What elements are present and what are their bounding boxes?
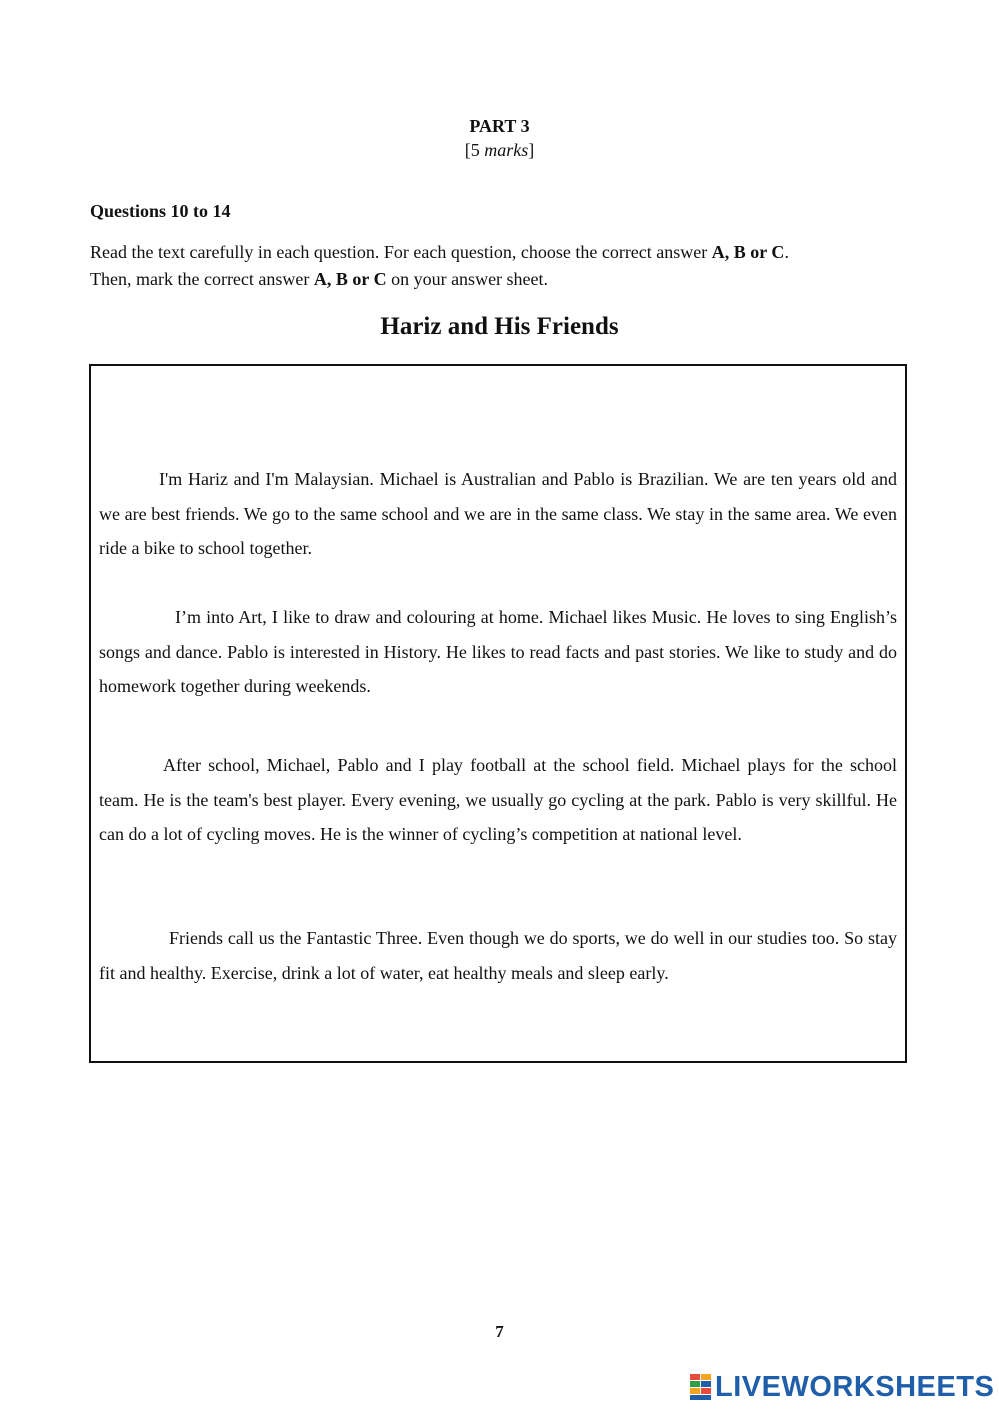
passage-title: Hariz and His Friends	[380, 313, 619, 340]
passage-paragraph-3: After school, Michael, Pablo and I play football at the school field. Michael plays for the school team. He is the team's best player. Every evening, we usually go cycling at the park. Pablo is very skillful. He can do a lot of cycling moves. He is the winner of cycling’s competition at national level.	[99, 755, 897, 844]
part-title: PART 3	[469, 116, 530, 136]
passage-box	[89, 364, 907, 1063]
liveworksheets-logo-text: LIVEWORKSHEETS	[715, 1370, 995, 1403]
liveworksheets-logo-icon	[690, 1374, 712, 1400]
passage-paragraph-2: I’m into Art, I like to draw and colouring at home. Michael likes Music. He loves to sing English’s songs and dance. Pablo is interested in History. He likes to read facts and past stories. We like to study and do homework together during weekends.	[99, 607, 897, 696]
page-number: 7	[495, 1322, 504, 1341]
passage-paragraph-4: Friends call us the Fantastic Three. Even though we do sports, we do well in our studies too. So stay fit and healthy. Exercise, drink a lot of water, eat healthy meals and sleep early.	[99, 928, 897, 983]
passage-paragraph-1: I'm Hariz and I'm Malaysian. Michael is Australian and Pablo is Brazilian. We are ten years old and we are best friends. We go to the same school and we are in the same class. We stay in the same area. We even ride a bike to school together.	[99, 469, 897, 558]
liveworksheets-logo[interactable]	[690, 1370, 994, 1404]
instruction-line-1: Read the text carefully in each question. For each question, choose the correct answer A, B or C.	[90, 242, 789, 262]
questions-heading: Questions 10 to 14	[90, 201, 231, 221]
marks-label: [5 marks]	[464, 140, 535, 160]
instruction-line-2: Then, mark the correct answer A, B or C on your answer sheet.	[90, 269, 549, 289]
instructions	[90, 239, 910, 293]
